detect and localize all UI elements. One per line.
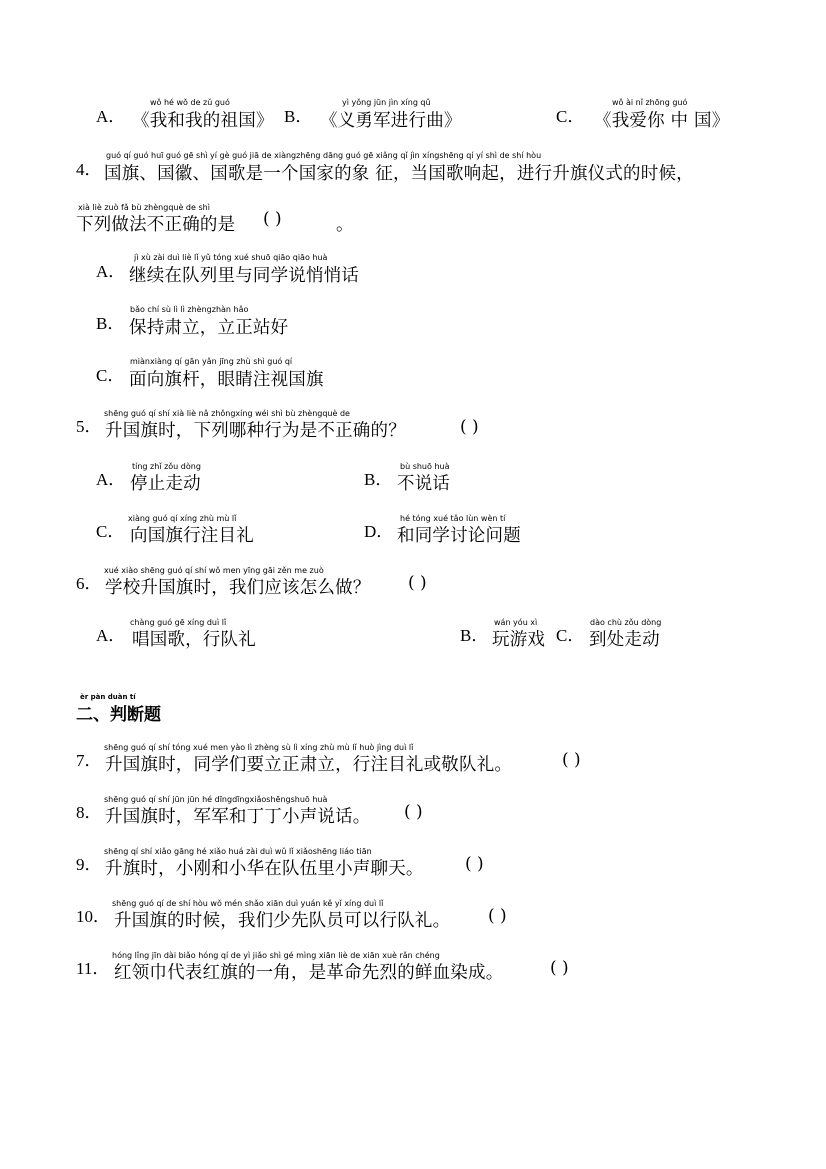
- section-title: 二、判断题: [76, 705, 161, 725]
- question-text: 升国旗的时候，我们少先队员可以行队礼。: [114, 911, 451, 931]
- option-text: 到处走动: [589, 630, 660, 650]
- question-text: 升国旗时，同学们要立正肃立，行注目礼或敬队礼。: [105, 755, 513, 775]
- pinyin: xiàng guó qí xíng zhù mù lǐ: [128, 514, 237, 523]
- answer-blank[interactable]: ( ): [488, 906, 507, 926]
- option-text: 《义勇军进行曲》: [320, 111, 462, 131]
- option-text: 停止走动: [130, 474, 201, 494]
- pinyin: èr pàn duàn tí: [80, 693, 136, 701]
- question-number: 5．: [76, 417, 102, 436]
- option-letter: B．: [460, 626, 489, 645]
- pinyin: yì yǒng jūn jìn xíng qǔ: [342, 98, 431, 107]
- option-text: 唱国歌，行队礼: [132, 630, 256, 650]
- pinyin: jì xù zài duì liè lǐ yǔ tóng xué shuō qiāo qiāo huà: [134, 253, 328, 262]
- pinyin: shēng guó qí de shí hòu wǒ mén shǎo xiān duì yuán kě yǐ xíng duì lǐ: [112, 899, 384, 908]
- question-number: 11．: [76, 959, 110, 978]
- option-letter: C．: [556, 107, 585, 126]
- pinyin: chàng guó gē xíng duì lǐ: [130, 618, 227, 627]
- pinyin: shēng qí shí xiǎo gāng hé xiǎo huá zài duì wǔ lǐ xiǎoshēng liáo tiān: [104, 847, 372, 856]
- question-number: 7．: [76, 751, 102, 770]
- question-text: 红领巾代表红旗的一角，是革命先烈的鲜血染成。: [114, 963, 504, 983]
- pinyin: wǒ hé wǒ de zǔ guó: [150, 98, 230, 107]
- pinyin: tíng zhǐ zǒu dòng: [132, 462, 201, 471]
- answer-blank[interactable]: ( ): [562, 750, 581, 770]
- option-letter: A．: [96, 626, 126, 645]
- option-text: 《我爱你 中 国》: [594, 111, 730, 131]
- punctuation: 。: [336, 215, 354, 235]
- option-letter: B．: [96, 314, 125, 333]
- option-letter: A．: [96, 107, 126, 126]
- pinyin: xià liè zuò fǎ bù zhèngquè de shì: [78, 203, 210, 212]
- option-text: 玩游戏: [492, 630, 546, 650]
- question-text: 升旗时，小刚和小华在队伍里小声聊天。: [105, 859, 424, 879]
- pinyin: hé tóng xué tǎo lùn wèn tí: [400, 514, 506, 523]
- question-number: 6．: [76, 574, 102, 593]
- option-text: 继续在队列里与同学说悄悄话: [129, 266, 360, 286]
- question-text: 升国旗时，军军和丁丁小声说话。: [105, 807, 371, 827]
- option-text: 不说话: [397, 474, 451, 494]
- option-letter: C．: [96, 522, 125, 541]
- question-number: 10．: [76, 907, 110, 926]
- option-text: 向国旗行注目礼: [130, 526, 254, 546]
- pinyin: bǎo chí sù lì lì zhèngzhàn hǎo: [130, 305, 249, 314]
- pinyin: xué xiào shēng guó qí shí wǒ men yīng gāi zěn me zuò: [104, 566, 324, 575]
- pinyin: shēng guó qí shí xià liè nǎ zhǒngxíng wéi shì bù zhèngquè de: [104, 409, 350, 418]
- question-text: 下列做法不正确的是: [76, 215, 236, 235]
- answer-blank[interactable]: ( ): [460, 417, 479, 437]
- pinyin: wǒ ài nǐ zhōng guó: [612, 98, 688, 107]
- pinyin: miànxiàng qí gān yǎn jīng zhù shì guó qí: [130, 357, 293, 366]
- option-letter: D．: [364, 522, 394, 541]
- question-text: 学校升国旗时，我们应该怎么做？: [105, 578, 371, 598]
- question-number: 9．: [76, 855, 102, 874]
- option-letter: C．: [96, 366, 125, 385]
- question-number: 4．: [76, 160, 102, 179]
- option-text: 《我和我的祖国》: [132, 111, 274, 131]
- pinyin: wán yóu xì: [494, 618, 538, 627]
- option-letter: A．: [96, 262, 126, 281]
- question-text: 升国旗时，下列哪种行为是不正确的？: [105, 421, 406, 441]
- answer-blank[interactable]: ( ): [263, 209, 282, 229]
- answer-blank[interactable]: ( ): [465, 854, 484, 874]
- option-letter: B．: [284, 107, 313, 126]
- pinyin: shēng guó qí shí tóng xué men yào lì zhèng sù lì xíng zhù mù lǐ huò jìng duì lǐ: [104, 743, 414, 752]
- pinyin: dào chù zǒu dòng: [590, 618, 662, 627]
- pinyin: shēng guó qí shí jūn jūn hé dīngdīngxiǎoshēngshuō huà: [104, 795, 328, 804]
- pinyin: bù shuō huà: [400, 462, 450, 471]
- pinyin: hóng lǐng jīn dài biǎo hóng qí de yì jiǎo shì gé mìng xiān liè de xiān xuè rǎn chéng: [112, 951, 440, 960]
- option-text: 面向旗杆，眼睛注视国旗: [129, 370, 324, 390]
- answer-blank[interactable]: ( ): [408, 573, 427, 593]
- pinyin: guó qí guó huī guó gē shì yí gè guó jiā de xiàngzhēng dāng guó gē xiǎng qǐ jìn xíngshēng qí yí shì de shí hòu: [106, 151, 542, 160]
- option-text: 保持肃立，立正站好: [129, 318, 289, 338]
- answer-blank[interactable]: ( ): [550, 958, 569, 978]
- option-letter: A．: [96, 470, 126, 489]
- option-letter: C．: [556, 626, 585, 645]
- option-letter: B．: [364, 470, 393, 489]
- option-text: 和同学讨论问题: [397, 526, 521, 546]
- answer-blank[interactable]: ( ): [404, 802, 423, 822]
- question-text: 国旗、国徽、国歌是一个国家的象 征，当国歌响起，进行升旗仪式的时候，: [104, 164, 694, 184]
- question-number: 8．: [76, 803, 102, 822]
